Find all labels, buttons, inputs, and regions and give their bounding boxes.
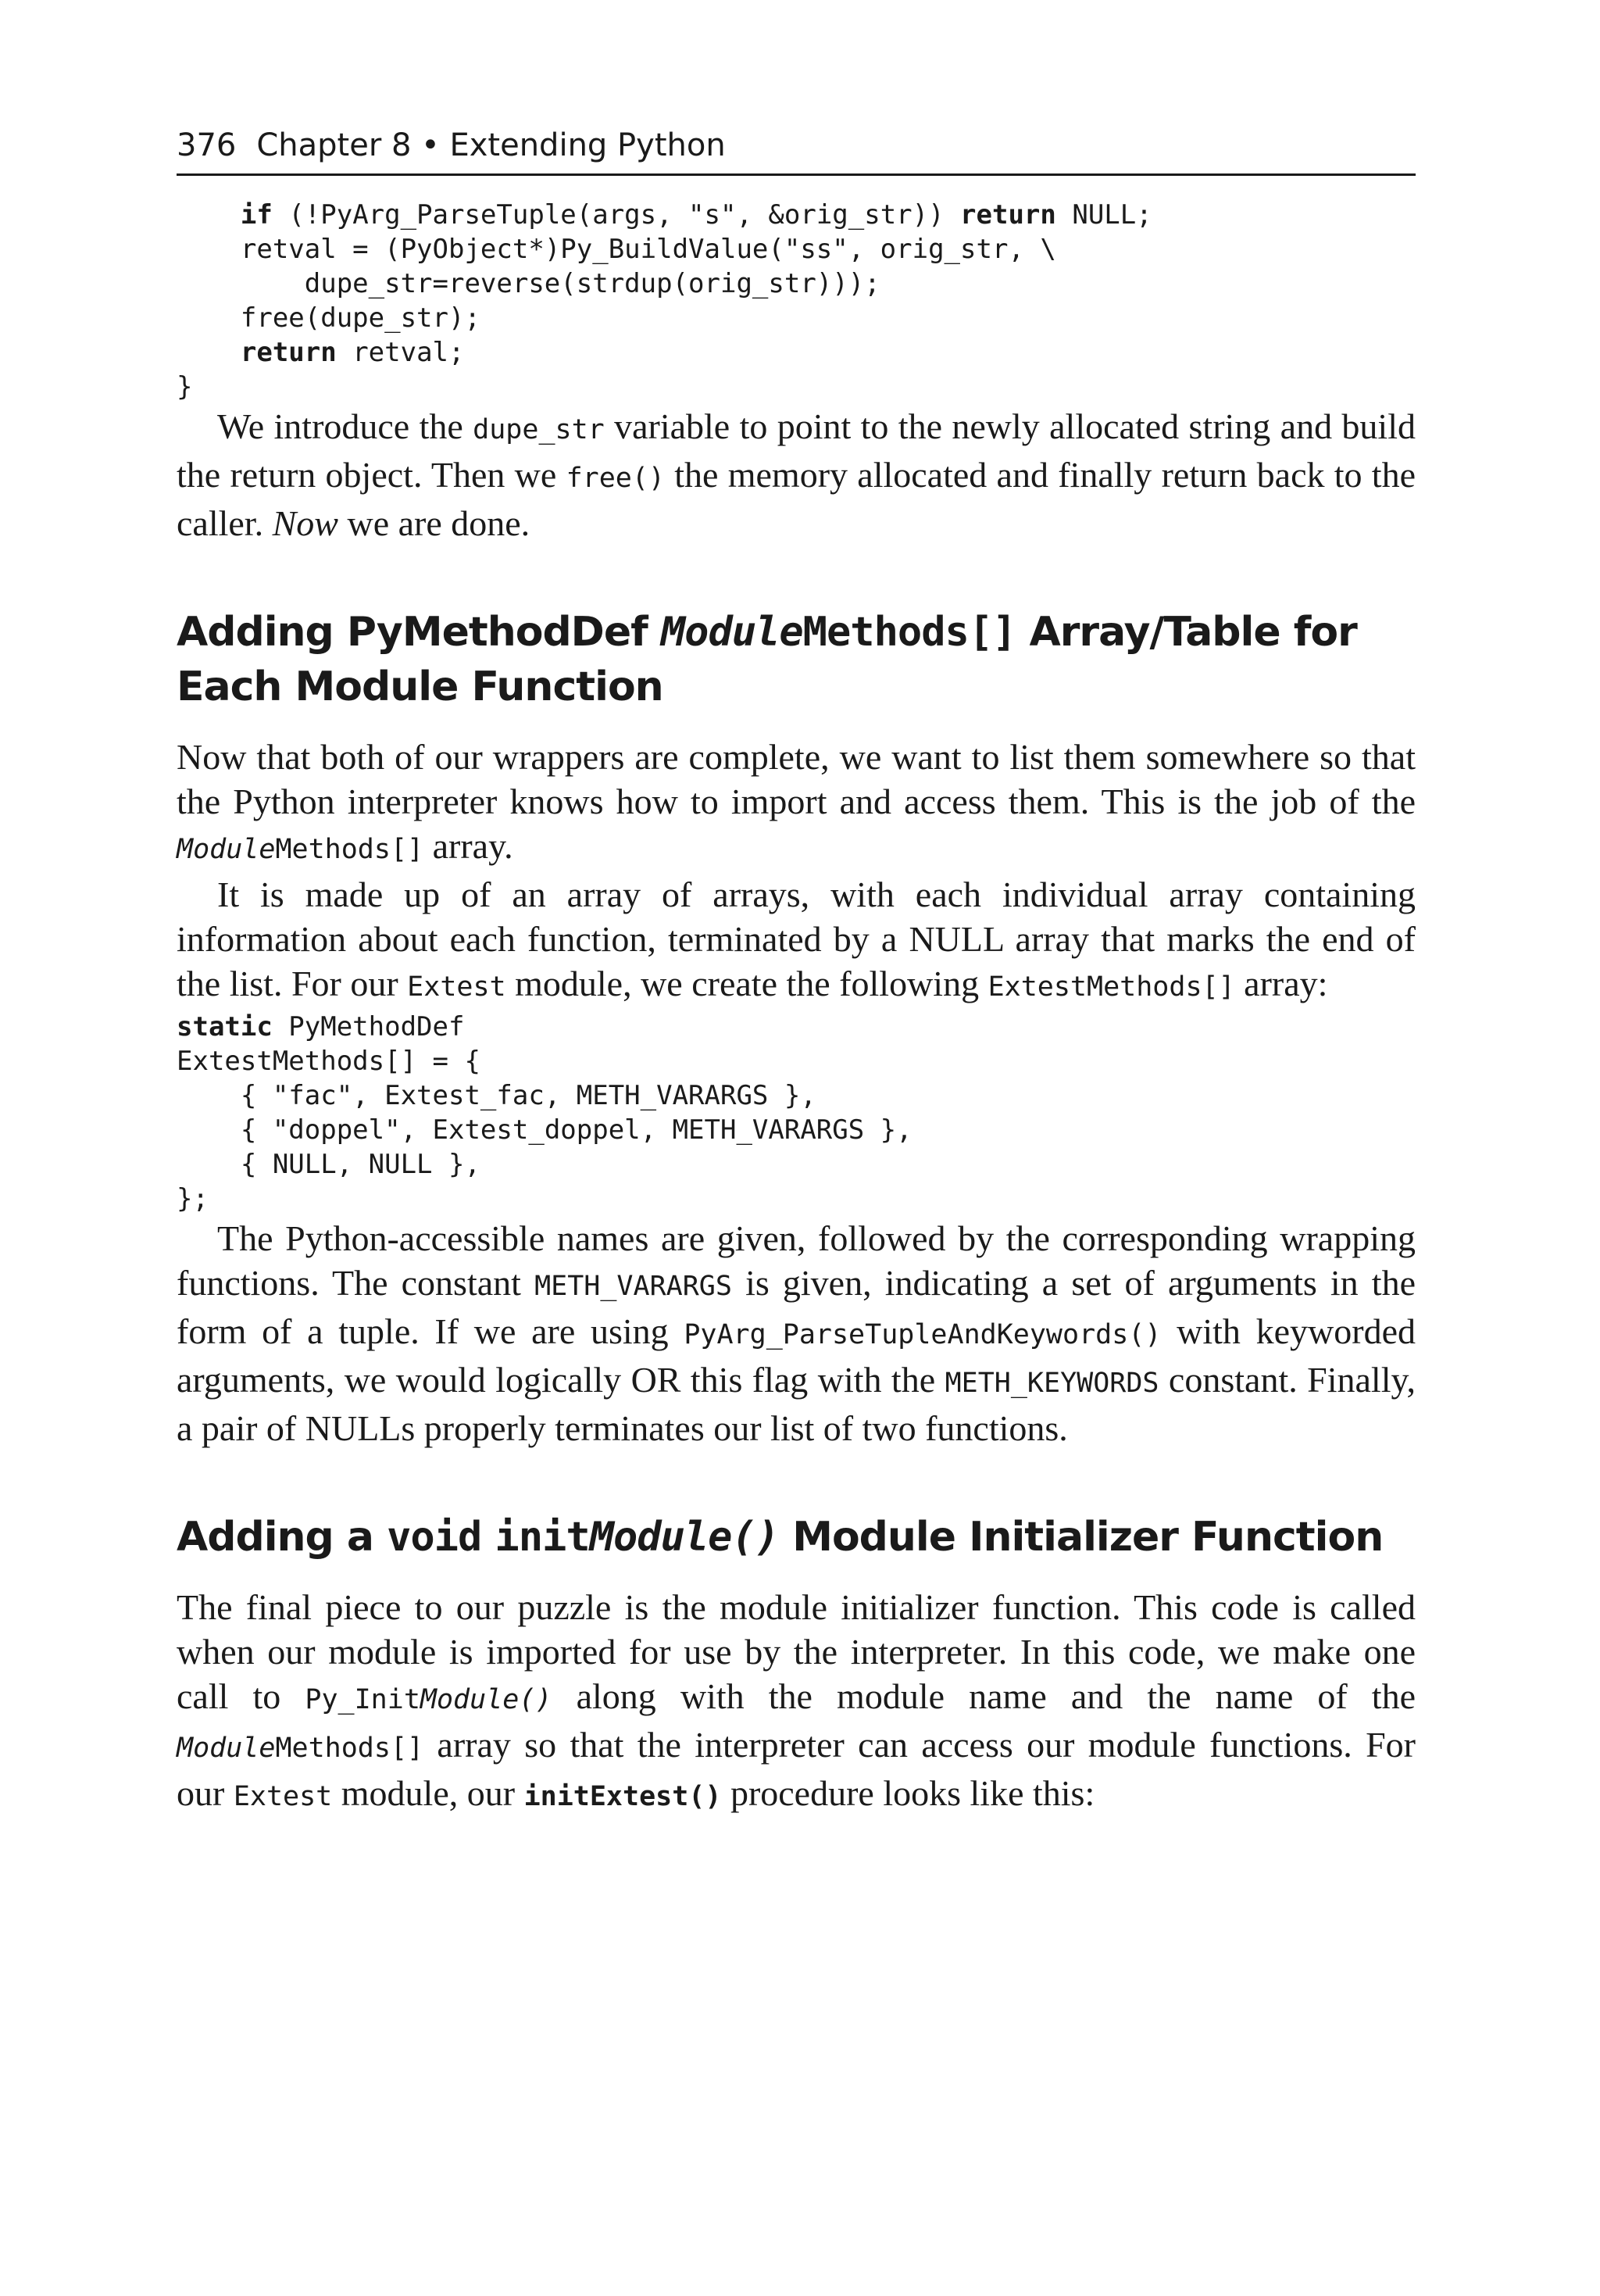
page-number: 376 (177, 127, 237, 163)
running-header (177, 117, 1416, 173)
book-page (177, 117, 1416, 1819)
header-rule (177, 173, 1416, 176)
paragraph-wrappers-complete: Now that both of our wrappers are complete, we want to list them somewhere so that the Python interpreter knows how to import and access them. This is the job of the ModuleMethods[] array. (177, 737, 1416, 866)
paragraph-final-piece: The final piece to our puzzle is the module initializer function. This code is called when our module is imported for use by the interpreter. In this code, we make one call to Py_InitModule() along with the module name and the name of the ModuleMethods[] array so that the interpreter can access our module functions. For our Extest module, our initExtest() procedure looks like this: (177, 1587, 1416, 1813)
running-title: Chapter 8 • Extending Python (256, 127, 726, 163)
code-block-methods-table: static PyMethodDef ExtestMethods[] = { { "fac", Extest_fac, METH_VARARGS }, { "doppel", Extest_doppel, METH_VARARGS }, { NULL, NULL }, }; (177, 1011, 912, 1214)
paragraph-array-of-arrays: It is made up of an array of arrays, with each individual array containing information about each function, terminated by a NULL array that marks the end of the list. For our Extest module, we create the following ExtestMethods[] array: (177, 874, 1416, 1003)
section-heading-module-initializer: Adding a void initModule() Module Initializer Function (177, 1514, 1384, 1561)
code-block-reverse: if (!PyArg_ParseTuple(args, "s", &orig_str)) return NULL; retval = (PyObject*)Py_BuildValue("ss", orig_str, \ dupe_str=reverse(strdup(orig_str))); free(dupe_str); return retval; } (177, 199, 1152, 402)
section-heading-methods-array: Adding PyMethodDef ModuleMethods[] Array/Table for Each Module Function (177, 609, 1357, 710)
paragraph-dupe-str: We introduce the dupe_str variable to point to the newly allocated string and build the return object. Then we free() the memory allocated and finally return back to the caller. Now we are done. (177, 406, 1416, 543)
paragraph-python-accessible-names: The Python-accessible names are given, followed by the corresponding wrapping functions. The constant METH_VARARGS is given, indicating a set of arguments in the form of a tuple. If we are using PyArg_ParseTupleAndKeywords() with keyworded arguments, we would logically OR this flag with the METH_KEYWORDS constant. Finally, a pair of NULLs properly terminates our list of two functions. (177, 1218, 1416, 1448)
